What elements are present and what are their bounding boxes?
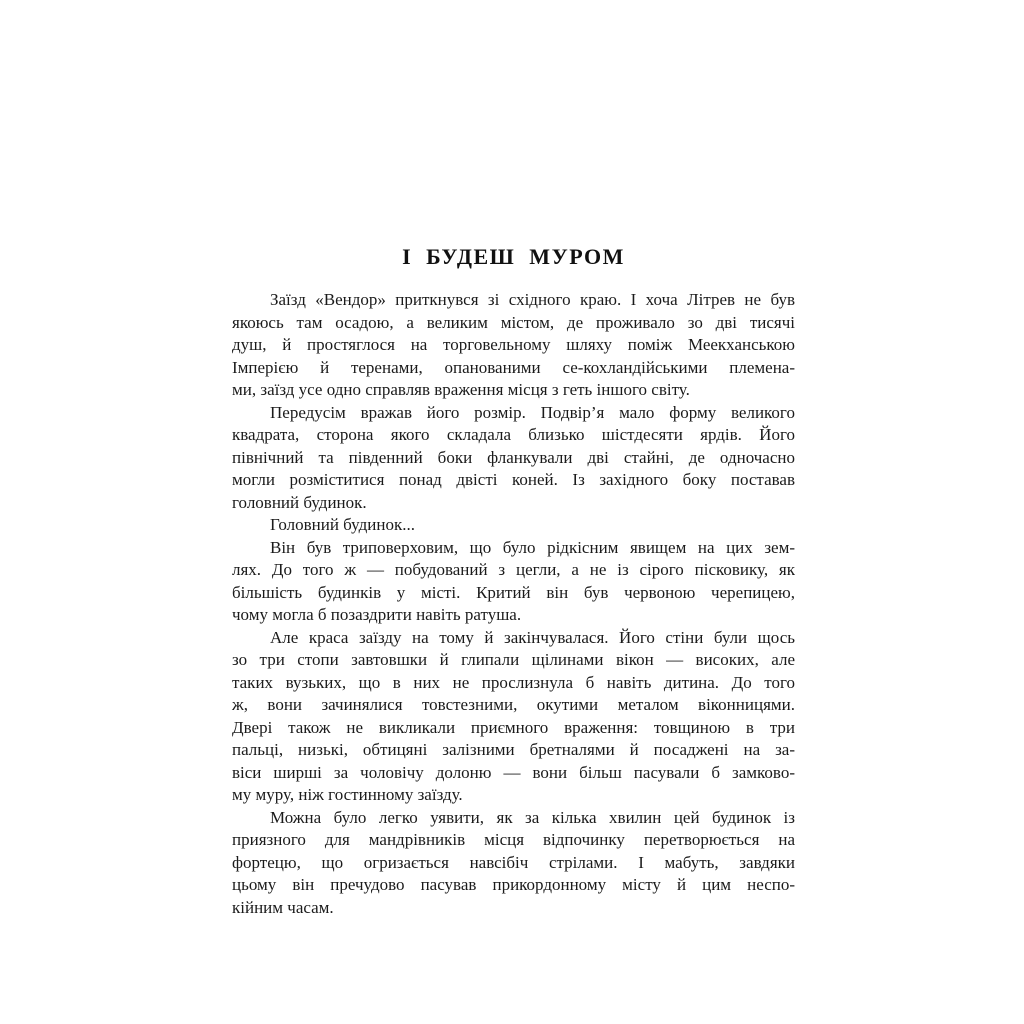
text-line: могли розміститися понад двісті коней. Із західного боку поставав <box>232 470 795 489</box>
text-line: якоюсь там осадою, а великим містом, де проживало зо дві тисячі <box>232 312 795 332</box>
text-line: пальці, низькі, обтицяні залізними бретналями й посаджені на за- <box>232 740 795 759</box>
text-line: віси ширші за чоловічу долоню — вони більш пасували б замково- <box>232 762 795 782</box>
text-line: Імперією й теренами, опанованими се-кохландійськими племена- <box>232 357 795 377</box>
text-line: Заїзд «Вендор» приткнувся зі східного краю. І хоча Літрев не був <box>270 290 795 309</box>
text-line: квадрата, сторона якого складала близько шістдесяти ярдів. Його <box>232 425 795 444</box>
paragraph <box>232 807 795 920</box>
text-line: чому могла б позаздрити навіть ратуша. <box>232 605 522 624</box>
text-line: Головний будинок... <box>270 515 415 534</box>
text-line: Він був триповерховим, що було рідкісним явищем на цих зем- <box>270 537 795 557</box>
text-line: Двері також не викликали приємного враження: товщиною в три <box>232 717 795 737</box>
chapter-title: І БУДЕШ МУРОМ <box>402 244 625 269</box>
text-line: ж, вони зачинялися товстезними, окутими металом віконницями. <box>232 695 795 714</box>
text-line: фортецю, що огризається навсібіч стрілами. І мабуть, завдяки <box>232 852 795 872</box>
paragraph <box>232 537 795 627</box>
text-line: більшість будинків у місті. Критий він був червоною черепицею, <box>232 582 795 602</box>
text-line: цьому він пречудово пасував прикордонному місту й цим неспо- <box>232 875 795 894</box>
text-line: душ, й простяглося на торговельному шляху поміж Меекханською <box>232 335 795 354</box>
paragraph <box>232 289 795 402</box>
paragraph <box>232 627 795 807</box>
text-line: Але краса заїзду на тому й закінчувалася. Його стіни були щось <box>270 627 795 647</box>
paragraph <box>232 514 795 537</box>
text-line: лях. До того ж — побудований з цегли, а не із сірого пісковику, як <box>232 560 795 579</box>
text-line: Можна було легко уявити, як за кілька хвилин цей будинок із <box>270 807 795 827</box>
text-line: Передусім вражав його розмір. Подвір’я мало форму великого <box>270 402 795 422</box>
page-text <box>232 289 795 919</box>
text-line: таких вузьких, що в них не прослизнула б навіть дитина. До того <box>232 672 795 692</box>
text-line: кійним часам. <box>232 897 334 917</box>
text-line: зо три стопи завтовшки й глипали щілинами вікон — високих, але <box>232 650 795 669</box>
text-line: приязного для мандрівників місця відпочинку перетворюється на <box>232 830 795 849</box>
text-line: північний та південний боки фланкували дві стайні, де одночасно <box>232 447 795 467</box>
paragraph <box>232 402 795 515</box>
book-page <box>232 0 795 919</box>
text-line: му муру, ніж гостинному заїзду. <box>232 785 463 804</box>
text-line: головний будинок. <box>232 492 367 512</box>
text-line: ми, заїзд усе одно справляв враження місця з геть іншого світу. <box>232 380 690 399</box>
